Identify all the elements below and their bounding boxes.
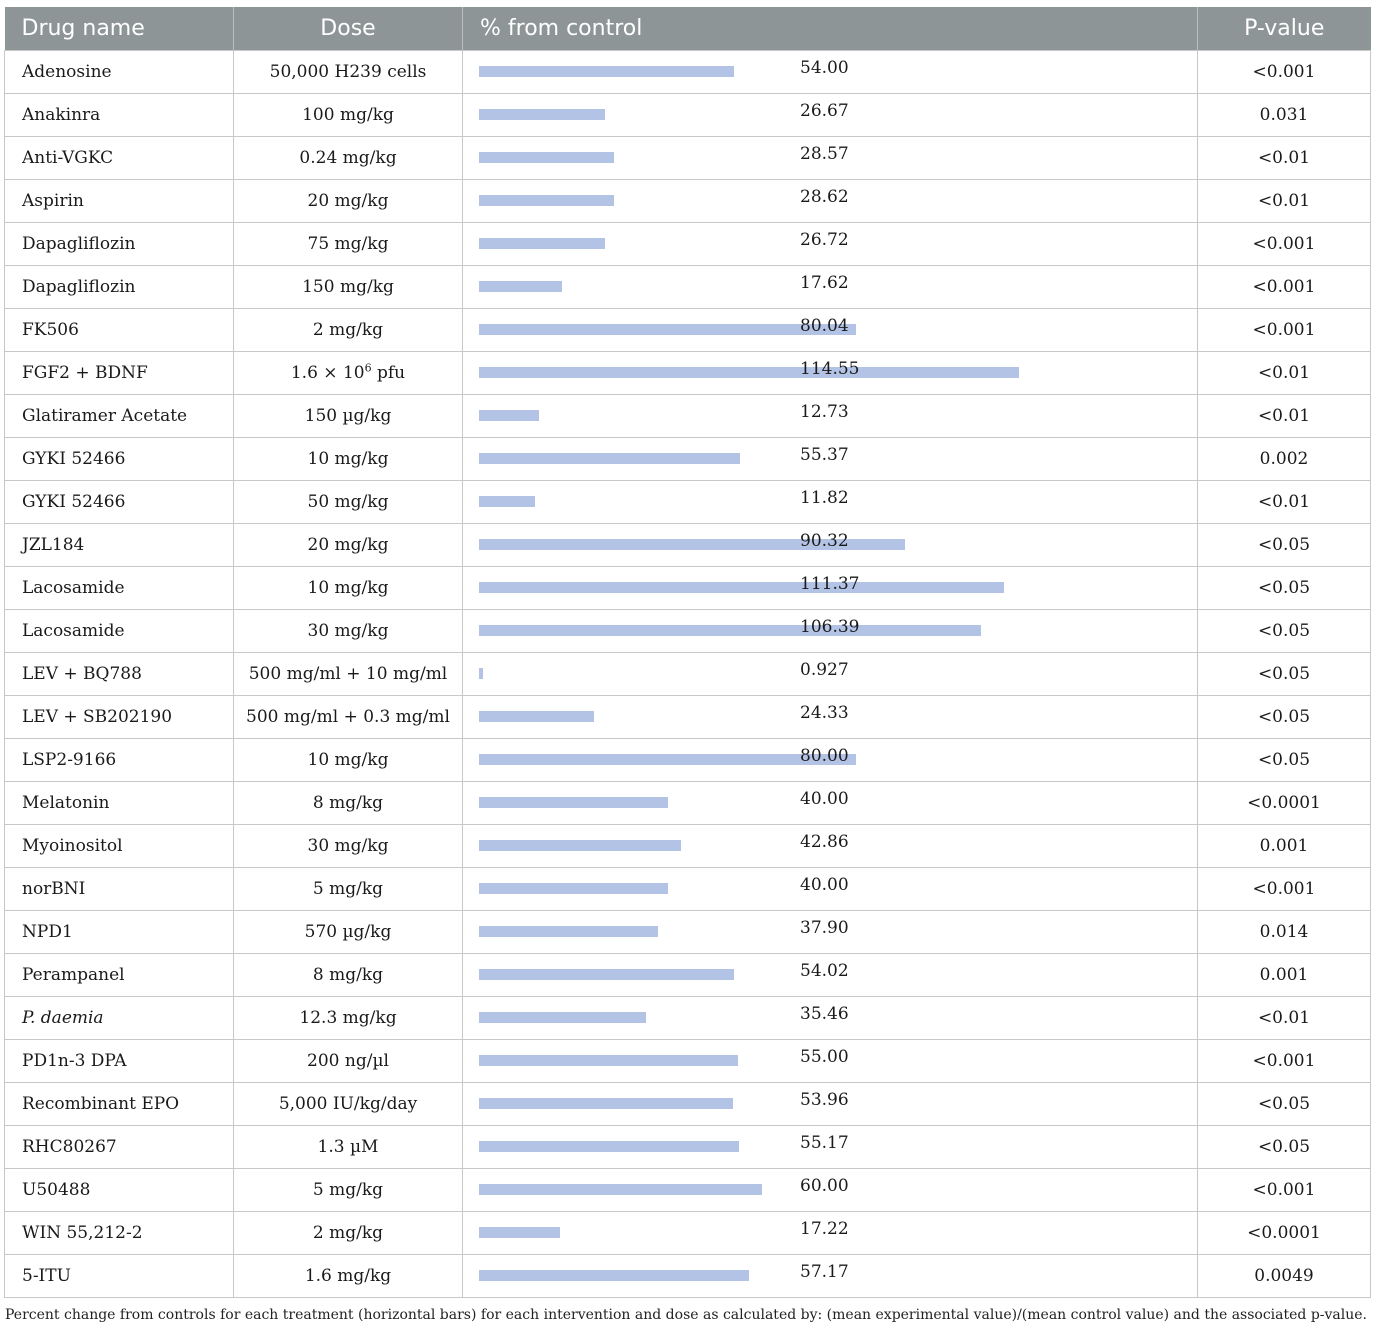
percent-bar-cell (463, 1126, 1198, 1169)
drug-name-cell: JZL184 (5, 524, 234, 567)
percent-value: 111.37 (800, 574, 860, 594)
percent-value: 80.04 (800, 316, 849, 336)
dose-cell: 8 mg/kg (234, 954, 463, 997)
percent-value: 90.32 (800, 531, 849, 551)
percent-value: 17.62 (800, 273, 849, 293)
table-row (5, 395, 1371, 438)
table-row (5, 137, 1371, 180)
percent-bar-cell (463, 696, 1198, 739)
drug-name-cell: Lacosamide (5, 567, 234, 610)
table-row (5, 1255, 1371, 1298)
dose-cell: 2 mg/kg (234, 309, 463, 352)
percent-bar (479, 281, 562, 292)
p-value-cell: <0.001 (1198, 1040, 1371, 1083)
percent-bar (479, 668, 483, 679)
p-value-cell: 0.001 (1198, 954, 1371, 997)
drug-name-cell: Recombinant EPO (5, 1083, 234, 1126)
dose-cell: 30 mg/kg (234, 825, 463, 868)
table-row (5, 1126, 1371, 1169)
table-row (5, 997, 1371, 1040)
table-row (5, 481, 1371, 524)
percent-bar (479, 410, 539, 421)
percent-bar (479, 496, 535, 507)
dose-exponent: 6 (364, 361, 372, 375)
percent-bar (479, 367, 1019, 378)
dose-cell: 10 mg/kg (234, 438, 463, 481)
p-value-cell: <0.01 (1198, 395, 1371, 438)
percent-bar (479, 152, 614, 163)
drug-name-cell: Melatonin (5, 782, 234, 825)
dose-cell: 1.3 µM (234, 1126, 463, 1169)
percent-bar-cell (463, 739, 1198, 782)
percent-value: 114.55 (800, 359, 860, 379)
dose-cell: 0.24 mg/kg (234, 137, 463, 180)
p-value-cell: <0.001 (1198, 868, 1371, 911)
dose-cell: 50,000 H239 cells (234, 51, 463, 94)
drug-name-cell: LEV + SB202190 (5, 696, 234, 739)
drug-name-cell: Dapagliflozin (5, 223, 234, 266)
percent-bar (479, 969, 734, 980)
table-header-row (5, 7, 1371, 51)
drug-name-cell: LEV + BQ788 (5, 653, 234, 696)
percent-value: 12.73 (800, 402, 849, 422)
percent-value: 54.02 (800, 961, 849, 981)
p-value-cell: <0.001 (1198, 266, 1371, 309)
dose-cell: 75 mg/kg (234, 223, 463, 266)
p-value-cell: <0.05 (1198, 610, 1371, 653)
percent-bar (479, 711, 594, 722)
percent-bar-cell (463, 825, 1198, 868)
drug-name-cell: FGF2 + BDNF (5, 352, 234, 395)
p-value-cell: <0.0001 (1198, 782, 1371, 825)
percent-bar-cell (463, 1212, 1198, 1255)
dose-cell: 10 mg/kg (234, 739, 463, 782)
percent-bar-cell (463, 223, 1198, 266)
p-value-cell: <0.01 (1198, 352, 1371, 395)
percent-bar (479, 625, 981, 636)
percent-bar-cell (463, 954, 1198, 997)
drug-name-cell: Anti-VGKC (5, 137, 234, 180)
drug-name-cell: Glatiramer Acetate (5, 395, 234, 438)
percent-bar (479, 1055, 738, 1066)
drug-name-cell: PD1n-3 DPA (5, 1040, 234, 1083)
dose-cell: 500 mg/ml + 0.3 mg/ml (234, 696, 463, 739)
header-drug-name: Drug name (5, 7, 234, 51)
drug-name-cell: 5-ITU (5, 1255, 234, 1298)
percent-value: 0.927 (800, 660, 849, 680)
percent-bar (479, 1098, 733, 1109)
dose-cell: 30 mg/kg (234, 610, 463, 653)
percent-bar-cell (463, 868, 1198, 911)
drug-name-cell: GYKI 52466 (5, 481, 234, 524)
dose-cell: 200 ng/µl (234, 1040, 463, 1083)
p-value-cell: <0.01 (1198, 481, 1371, 524)
p-value-cell: <0.001 (1198, 1169, 1371, 1212)
percent-bar-cell (463, 911, 1198, 954)
percent-bar-cell (463, 1255, 1198, 1298)
percent-bar (479, 926, 658, 937)
p-value-cell: <0.01 (1198, 137, 1371, 180)
drug-table (4, 7, 1371, 1298)
percent-bar-cell (463, 481, 1198, 524)
percent-bar (479, 1184, 762, 1195)
percent-value: 40.00 (800, 875, 849, 895)
p-value-cell: <0.001 (1198, 309, 1371, 352)
drug-name-cell: Dapagliflozin (5, 266, 234, 309)
percent-value: 55.37 (800, 445, 849, 465)
table-row (5, 309, 1371, 352)
dose-cell: 570 µg/kg (234, 911, 463, 954)
percent-value: 37.90 (800, 918, 849, 938)
table-row (5, 94, 1371, 137)
table-row (5, 180, 1371, 223)
percent-bar-cell (463, 438, 1198, 481)
percent-value: 17.22 (800, 1219, 849, 1239)
drug-name-cell: P. daemia (5, 997, 234, 1040)
drug-name-cell: Adenosine (5, 51, 234, 94)
dose-cell: 100 mg/kg (234, 94, 463, 137)
percent-value: 40.00 (800, 789, 849, 809)
dose-base: 1.6 × 10 (290, 363, 365, 383)
p-value-cell: 0.0049 (1198, 1255, 1371, 1298)
percent-bar-cell (463, 653, 1198, 696)
p-value-cell: 0.014 (1198, 911, 1371, 954)
p-value-cell: <0.05 (1198, 1126, 1371, 1169)
percent-bar-cell (463, 266, 1198, 309)
percent-bar-cell (463, 567, 1198, 610)
percent-value: 55.00 (800, 1047, 849, 1067)
table-row (5, 438, 1371, 481)
drug-name-cell: RHC80267 (5, 1126, 234, 1169)
percent-bar-cell (463, 782, 1198, 825)
percent-value: 28.57 (800, 144, 849, 164)
drug-name-cell: norBNI (5, 868, 234, 911)
percent-bar-cell (463, 997, 1198, 1040)
drug-name-cell: U50488 (5, 1169, 234, 1212)
drug-name-cell: LSP2-9166 (5, 739, 234, 782)
table-row (5, 51, 1371, 94)
dose-unit: pfu (371, 363, 406, 383)
drug-name-cell: Myoinositol (5, 825, 234, 868)
percent-bar-cell (463, 137, 1198, 180)
percent-bar (479, 797, 668, 808)
table-row (5, 1169, 1371, 1212)
table-caption: Percent change from controls for each treatment (horizontal bars) for each intervention and dose as calculated by: (mean experimental value)/(mean control value) and the associated p-value. (5, 1307, 1368, 1323)
header-p-value: P-value (1198, 7, 1371, 51)
dose-cell: 50 mg/kg (234, 481, 463, 524)
table-body (5, 51, 1371, 1298)
percent-bar (479, 1270, 749, 1281)
dose-cell (234, 352, 463, 395)
p-value-cell: <0.01 (1198, 997, 1371, 1040)
percent-value: 80.00 (800, 746, 849, 766)
header-dose: Dose (234, 7, 463, 51)
drug-name-cell: WIN 55,212-2 (5, 1212, 234, 1255)
table-row (5, 610, 1371, 653)
dose-cell: 5 mg/kg (234, 868, 463, 911)
p-value-cell: <0.05 (1198, 696, 1371, 739)
percent-bar (479, 1141, 739, 1152)
percent-value: 11.82 (800, 488, 849, 508)
dose-cell: 500 mg/ml + 10 mg/ml (234, 653, 463, 696)
p-value-cell: <0.001 (1198, 223, 1371, 266)
drug-name-cell: Lacosamide (5, 610, 234, 653)
header-percent-from-control: % from control (463, 7, 1198, 51)
dose-cell: 20 mg/kg (234, 180, 463, 223)
percent-bar-cell (463, 1040, 1198, 1083)
dose-cell: 5 mg/kg (234, 1169, 463, 1212)
drug-name-cell: FK506 (5, 309, 234, 352)
percent-value: 28.62 (800, 187, 849, 207)
percent-bar-cell (463, 1169, 1198, 1212)
drug-name-cell: Aspirin (5, 180, 234, 223)
table-row (5, 911, 1371, 954)
table-row (5, 739, 1371, 782)
p-value-cell: <0.05 (1198, 1083, 1371, 1126)
percent-value: 57.17 (800, 1262, 849, 1282)
dose-cell: 10 mg/kg (234, 567, 463, 610)
percent-value: 60.00 (800, 1176, 849, 1196)
percent-bar (479, 66, 734, 77)
percent-value: 24.33 (800, 703, 849, 723)
table-row (5, 266, 1371, 309)
percent-bar-cell (463, 51, 1198, 94)
p-value-cell: <0.05 (1198, 524, 1371, 567)
p-value-cell: <0.05 (1198, 567, 1371, 610)
drug-name-cell: Perampanel (5, 954, 234, 997)
percent-bar (479, 582, 1004, 593)
drug-name-cell: Anakinra (5, 94, 234, 137)
percent-bar (479, 1012, 646, 1023)
p-value-cell: <0.0001 (1198, 1212, 1371, 1255)
p-value-cell: <0.01 (1198, 180, 1371, 223)
p-value-cell: <0.05 (1198, 653, 1371, 696)
percent-bar-cell (463, 524, 1198, 567)
percent-bar (479, 840, 681, 851)
p-value-cell: 0.001 (1198, 825, 1371, 868)
percent-bar (479, 238, 605, 249)
percent-value: 106.39 (800, 617, 860, 637)
percent-value: 54.00 (800, 58, 849, 78)
percent-bar-cell (463, 180, 1198, 223)
percent-value: 35.46 (800, 1004, 849, 1024)
table-row (5, 1040, 1371, 1083)
percent-value: 42.86 (800, 832, 849, 852)
dose-cell: 150 µg/kg (234, 395, 463, 438)
table-row (5, 653, 1371, 696)
percent-bar-cell (463, 395, 1198, 438)
table-row (5, 524, 1371, 567)
dose-cell: 5,000 IU/kg/day (234, 1083, 463, 1126)
table-row (5, 223, 1371, 266)
percent-bar (479, 109, 605, 120)
dose-cell: 20 mg/kg (234, 524, 463, 567)
percent-bar-cell (463, 1083, 1198, 1126)
dose-cell: 150 mg/kg (234, 266, 463, 309)
percent-bar (479, 453, 740, 464)
dose-cell: 8 mg/kg (234, 782, 463, 825)
percent-bar (479, 883, 668, 894)
table-row (5, 954, 1371, 997)
percent-bar-cell (463, 94, 1198, 137)
percent-bar-cell (463, 610, 1198, 653)
table-row (5, 567, 1371, 610)
percent-bar (479, 1227, 560, 1238)
dose-cell: 2 mg/kg (234, 1212, 463, 1255)
drug-name-cell: GYKI 52466 (5, 438, 234, 481)
p-value-cell: 0.002 (1198, 438, 1371, 481)
p-value-cell: 0.031 (1198, 94, 1371, 137)
table-row (5, 1212, 1371, 1255)
p-value-cell: <0.001 (1198, 51, 1371, 94)
percent-bar-cell (463, 352, 1198, 395)
percent-bar (479, 195, 614, 206)
table-row (5, 352, 1371, 395)
percent-value: 26.72 (800, 230, 849, 250)
table-row (5, 1083, 1371, 1126)
table-row (5, 825, 1371, 868)
table-row (5, 782, 1371, 825)
percent-bar-cell (463, 309, 1198, 352)
percent-value: 55.17 (800, 1133, 849, 1153)
percent-value: 53.96 (800, 1090, 849, 1110)
percent-value: 26.67 (800, 101, 849, 121)
table-row (5, 696, 1371, 739)
p-value-cell: <0.05 (1198, 739, 1371, 782)
drug-name-cell: NPD1 (5, 911, 234, 954)
table-row (5, 868, 1371, 911)
dose-cell: 12.3 mg/kg (234, 997, 463, 1040)
dose-cell: 1.6 mg/kg (234, 1255, 463, 1298)
